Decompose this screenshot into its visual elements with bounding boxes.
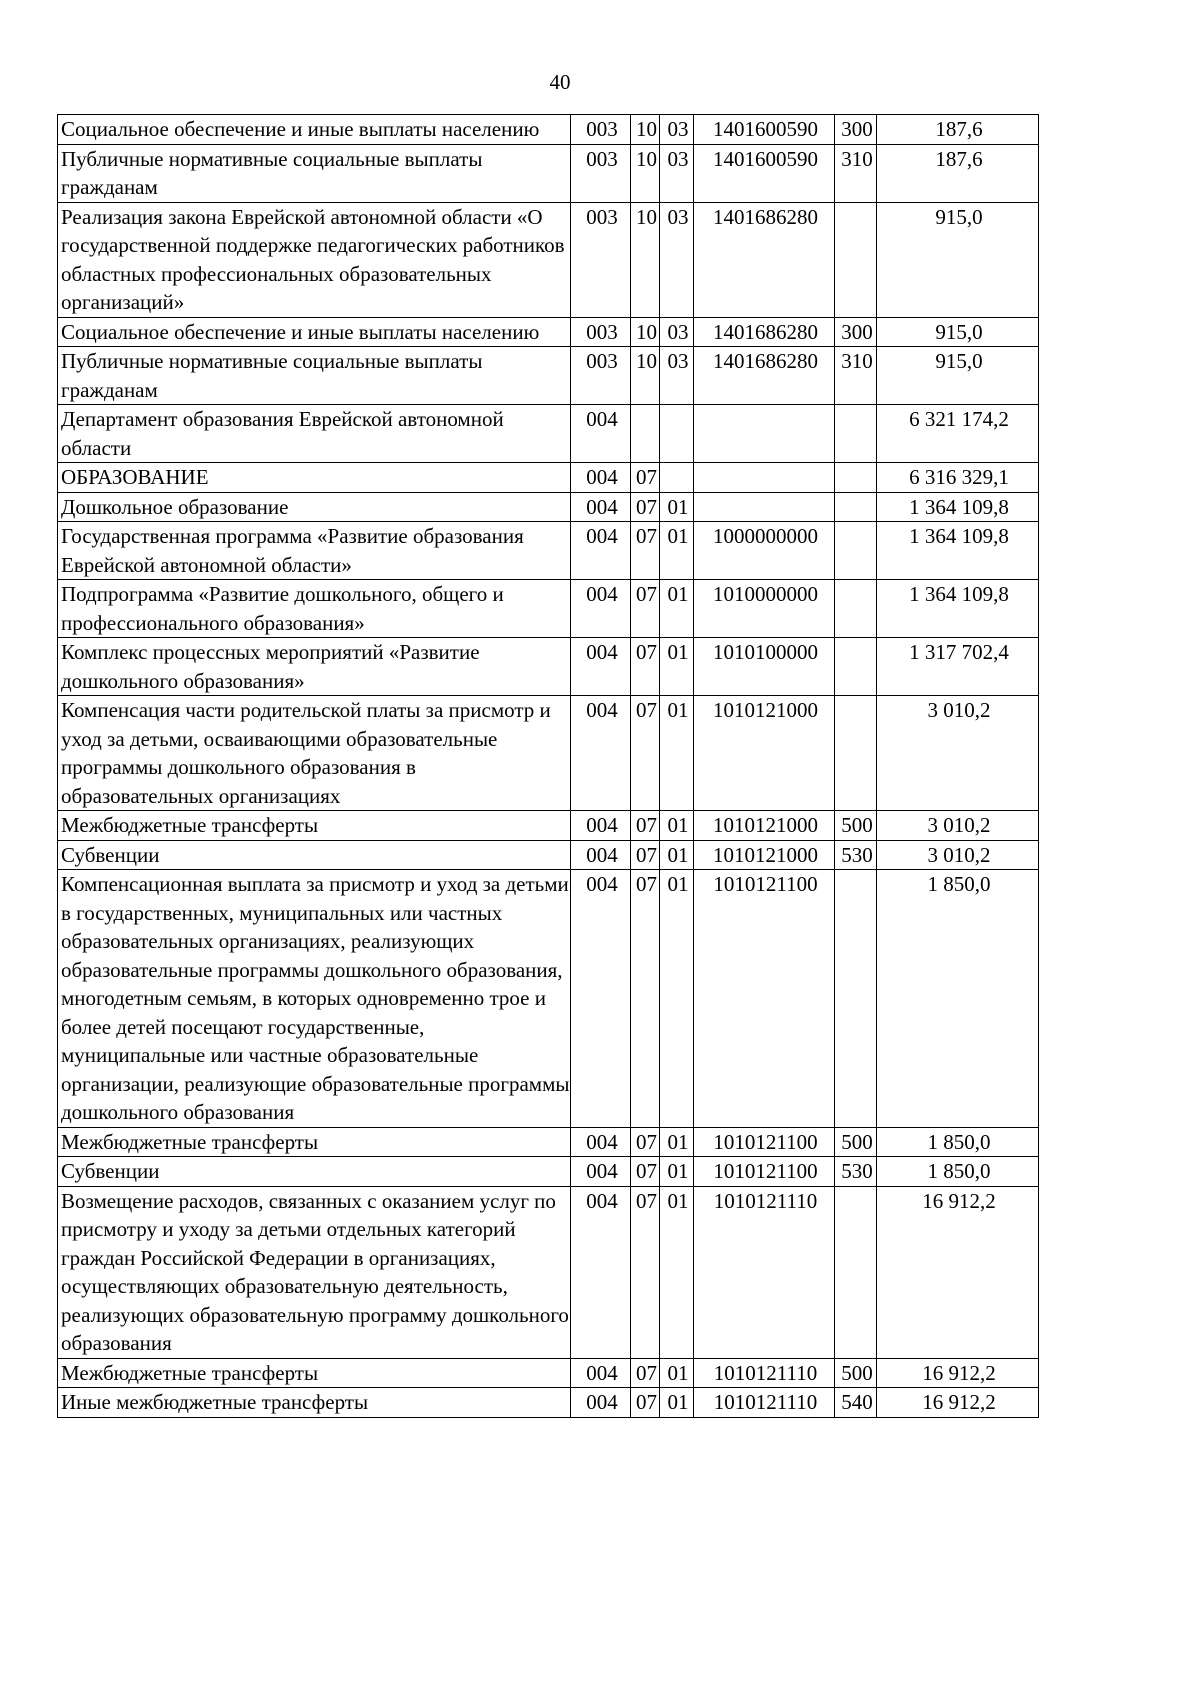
section-code-cell: 07 <box>631 1186 660 1358</box>
subsection-code-cell: 01 <box>660 522 694 580</box>
amount-cell: 3 010,2 <box>877 696 1039 811</box>
table-row <box>58 463 1039 493</box>
expense-name-cell: Компенсационная выплата за присмотр и уход за детьми в государственных, муниципальных или частных образовательных организациях, реализующих образовательные программы дошкольного образования, многодетным семьям, в которых одновременно трое и более детей посещают государственные, муниципальные или частные образовательные организации, реализующие образовательные программы дошкольного образования <box>58 870 571 1128</box>
target-article-cell: 1010121110 <box>694 1388 835 1418</box>
page-number: 40 <box>549 70 571 94</box>
target-article-cell: 1010121000 <box>694 696 835 811</box>
subsection-code-cell: 01 <box>660 1186 694 1358</box>
expense-name-cell: Межбюджетные трансферты <box>58 1127 571 1157</box>
expense-name-cell: Социальное обеспечение и иные выплаты населению <box>58 317 571 347</box>
amount-cell: 1 364 109,8 <box>877 492 1039 522</box>
section-code-cell: 07 <box>631 580 660 638</box>
amount-cell: 187,6 <box>877 144 1039 202</box>
ministry-code-cell: 004 <box>571 696 631 811</box>
table-row <box>58 144 1039 202</box>
expense-type-cell: 500 <box>835 1127 877 1157</box>
ministry-code-cell: 004 <box>571 522 631 580</box>
amount-cell: 915,0 <box>877 317 1039 347</box>
expense-name-cell: Реализация закона Еврейской автономной области «О государственной поддержке педагогических работников областных профессиональных образовательных организаций» <box>58 202 571 317</box>
amount-cell: 1 850,0 <box>877 870 1039 1128</box>
subsection-code-cell: 01 <box>660 1157 694 1187</box>
amount-cell: 3 010,2 <box>877 811 1039 841</box>
amount-cell: 915,0 <box>877 202 1039 317</box>
expense-type-cell: 500 <box>835 1358 877 1388</box>
section-code-cell: 07 <box>631 463 660 493</box>
subsection-code-cell: 03 <box>660 144 694 202</box>
table-row <box>58 347 1039 405</box>
section-code-cell: 10 <box>631 202 660 317</box>
ministry-code-cell: 003 <box>571 347 631 405</box>
table-row <box>58 638 1039 696</box>
expense-name-cell: Субвенции <box>58 840 571 870</box>
subsection-code-cell: 03 <box>660 115 694 145</box>
expense-name-cell: Департамент образования Еврейской автономной области <box>58 405 571 463</box>
expense-name-cell: Субвенции <box>58 1157 571 1187</box>
subsection-code-cell: 01 <box>660 840 694 870</box>
subsection-code-cell: 01 <box>660 1388 694 1418</box>
target-article-cell: 1010121100 <box>694 870 835 1128</box>
section-code-cell: 07 <box>631 1157 660 1187</box>
expense-type-cell <box>835 463 877 493</box>
target-article-cell: 1010100000 <box>694 638 835 696</box>
amount-cell: 1 850,0 <box>877 1127 1039 1157</box>
expense-name-cell: Дошкольное образование <box>58 492 571 522</box>
ministry-code-cell: 004 <box>571 811 631 841</box>
expense-type-cell <box>835 870 877 1128</box>
table-row <box>58 115 1039 145</box>
target-article-cell: 1000000000 <box>694 522 835 580</box>
ministry-code-cell: 004 <box>571 1186 631 1358</box>
table-row <box>58 405 1039 463</box>
table-row <box>58 580 1039 638</box>
subsection-code-cell <box>660 463 694 493</box>
table-row <box>58 1127 1039 1157</box>
expense-type-cell <box>835 405 877 463</box>
amount-cell: 1 364 109,8 <box>877 580 1039 638</box>
expense-name-cell: Возмещение расходов, связанных с оказанием услуг по присмотру и уходу за детьми отдельных категорий граждан Российской Федерации в организациях, осуществляющих образовательную деятельность, реализующих образовательную программу дошкольного образования <box>58 1186 571 1358</box>
expense-type-cell <box>835 638 877 696</box>
expense-name-cell: Подпрограмма «Развитие дошкольного, общего и профессионального образования» <box>58 580 571 638</box>
expense-type-cell: 300 <box>835 115 877 145</box>
ministry-code-cell: 003 <box>571 202 631 317</box>
subsection-code-cell: 01 <box>660 638 694 696</box>
ministry-code-cell: 004 <box>571 492 631 522</box>
table-row <box>58 696 1039 811</box>
table-row <box>58 811 1039 841</box>
section-code-cell: 07 <box>631 522 660 580</box>
target-article-cell: 1401600590 <box>694 144 835 202</box>
ministry-code-cell: 003 <box>571 115 631 145</box>
expense-type-cell <box>835 1186 877 1358</box>
target-article-cell <box>694 492 835 522</box>
subsection-code-cell: 03 <box>660 317 694 347</box>
subsection-code-cell: 01 <box>660 811 694 841</box>
ministry-code-cell: 003 <box>571 144 631 202</box>
target-article-cell: 1010121000 <box>694 840 835 870</box>
section-code-cell: 07 <box>631 696 660 811</box>
subsection-code-cell: 01 <box>660 492 694 522</box>
budget-table-body <box>58 115 1039 1418</box>
amount-cell: 6 321 174,2 <box>877 405 1039 463</box>
ministry-code-cell: 004 <box>571 638 631 696</box>
subsection-code-cell: 01 <box>660 1358 694 1388</box>
target-article-cell: 1010121100 <box>694 1127 835 1157</box>
expense-name-cell: Государственная программа «Развитие образования Еврейской автономной области» <box>58 522 571 580</box>
table-row <box>58 1157 1039 1187</box>
table-row <box>58 317 1039 347</box>
section-code-cell: 07 <box>631 1127 660 1157</box>
expense-name-cell: Публичные нормативные социальные выплаты гражданам <box>58 144 571 202</box>
section-code-cell: 07 <box>631 870 660 1128</box>
section-code-cell: 10 <box>631 347 660 405</box>
expense-type-cell: 300 <box>835 317 877 347</box>
target-article-cell: 1010000000 <box>694 580 835 638</box>
target-article-cell: 1401686280 <box>694 317 835 347</box>
amount-cell: 16 912,2 <box>877 1358 1039 1388</box>
amount-cell: 16 912,2 <box>877 1186 1039 1358</box>
subsection-code-cell: 03 <box>660 347 694 405</box>
target-article-cell: 1010121110 <box>694 1358 835 1388</box>
expense-name-cell: Компенсация части родительской платы за присмотр и уход за детьми, осваивающими образовательные программы дошкольного образования в образовательных организациях <box>58 696 571 811</box>
budget-table <box>57 114 1039 1418</box>
target-article-cell: 1010121100 <box>694 1157 835 1187</box>
subsection-code-cell <box>660 405 694 463</box>
expense-type-cell: 530 <box>835 1157 877 1187</box>
section-code-cell: 07 <box>631 1358 660 1388</box>
amount-cell: 16 912,2 <box>877 1388 1039 1418</box>
expense-type-cell: 310 <box>835 144 877 202</box>
target-article-cell: 1010121110 <box>694 1186 835 1358</box>
table-row <box>58 840 1039 870</box>
ministry-code-cell: 004 <box>571 1157 631 1187</box>
ministry-code-cell: 004 <box>571 1388 631 1418</box>
ministry-code-cell: 004 <box>571 580 631 638</box>
ministry-code-cell: 004 <box>571 1358 631 1388</box>
ministry-code-cell: 004 <box>571 463 631 493</box>
table-row <box>58 492 1039 522</box>
expense-type-cell: 530 <box>835 840 877 870</box>
section-code-cell: 07 <box>631 811 660 841</box>
section-code-cell: 10 <box>631 317 660 347</box>
section-code-cell: 07 <box>631 1388 660 1418</box>
section-code-cell: 07 <box>631 638 660 696</box>
amount-cell: 6 316 329,1 <box>877 463 1039 493</box>
ministry-code-cell: 004 <box>571 870 631 1128</box>
expense-name-cell: Иные межбюджетные трансферты <box>58 1388 571 1418</box>
amount-cell: 1 364 109,8 <box>877 522 1039 580</box>
expense-name-cell: Межбюджетные трансферты <box>58 1358 571 1388</box>
target-article-cell: 1010121000 <box>694 811 835 841</box>
section-code-cell: 07 <box>631 492 660 522</box>
subsection-code-cell: 01 <box>660 870 694 1128</box>
amount-cell: 915,0 <box>877 347 1039 405</box>
expense-type-cell <box>835 696 877 811</box>
expense-type-cell: 310 <box>835 347 877 405</box>
table-row <box>58 1186 1039 1358</box>
expense-type-cell: 540 <box>835 1388 877 1418</box>
table-row <box>58 522 1039 580</box>
table-row <box>58 1358 1039 1388</box>
expense-type-cell <box>835 202 877 317</box>
target-article-cell: 1401686280 <box>694 202 835 317</box>
ministry-code-cell: 003 <box>571 317 631 347</box>
table-row <box>58 202 1039 317</box>
amount-cell: 1 317 702,4 <box>877 638 1039 696</box>
amount-cell: 3 010,2 <box>877 840 1039 870</box>
section-code-cell: 07 <box>631 840 660 870</box>
subsection-code-cell: 01 <box>660 580 694 638</box>
section-code-cell: 10 <box>631 144 660 202</box>
subsection-code-cell: 01 <box>660 1127 694 1157</box>
target-article-cell: 1401600590 <box>694 115 835 145</box>
section-code-cell <box>631 405 660 463</box>
expense-type-cell <box>835 522 877 580</box>
expense-type-cell: 500 <box>835 811 877 841</box>
table-row <box>58 870 1039 1128</box>
expense-name-cell: Социальное обеспечение и иные выплаты населению <box>58 115 571 145</box>
section-code-cell: 10 <box>631 115 660 145</box>
target-article-cell: 1401686280 <box>694 347 835 405</box>
expense-name-cell: Публичные нормативные социальные выплаты гражданам <box>58 347 571 405</box>
table-row <box>58 1388 1039 1418</box>
ministry-code-cell: 004 <box>571 1127 631 1157</box>
subsection-code-cell: 03 <box>660 202 694 317</box>
target-article-cell <box>694 463 835 493</box>
expense-name-cell: Межбюджетные трансферты <box>58 811 571 841</box>
subsection-code-cell: 01 <box>660 696 694 811</box>
expense-type-cell <box>835 492 877 522</box>
ministry-code-cell: 004 <box>571 405 631 463</box>
ministry-code-cell: 004 <box>571 840 631 870</box>
amount-cell: 187,6 <box>877 115 1039 145</box>
amount-cell: 1 850,0 <box>877 1157 1039 1187</box>
expense-type-cell <box>835 580 877 638</box>
target-article-cell <box>694 405 835 463</box>
expense-name-cell: ОБРАЗОВАНИЕ <box>58 463 571 493</box>
expense-name-cell: Комплекс процессных мероприятий «Развитие дошкольного образования» <box>58 638 571 696</box>
